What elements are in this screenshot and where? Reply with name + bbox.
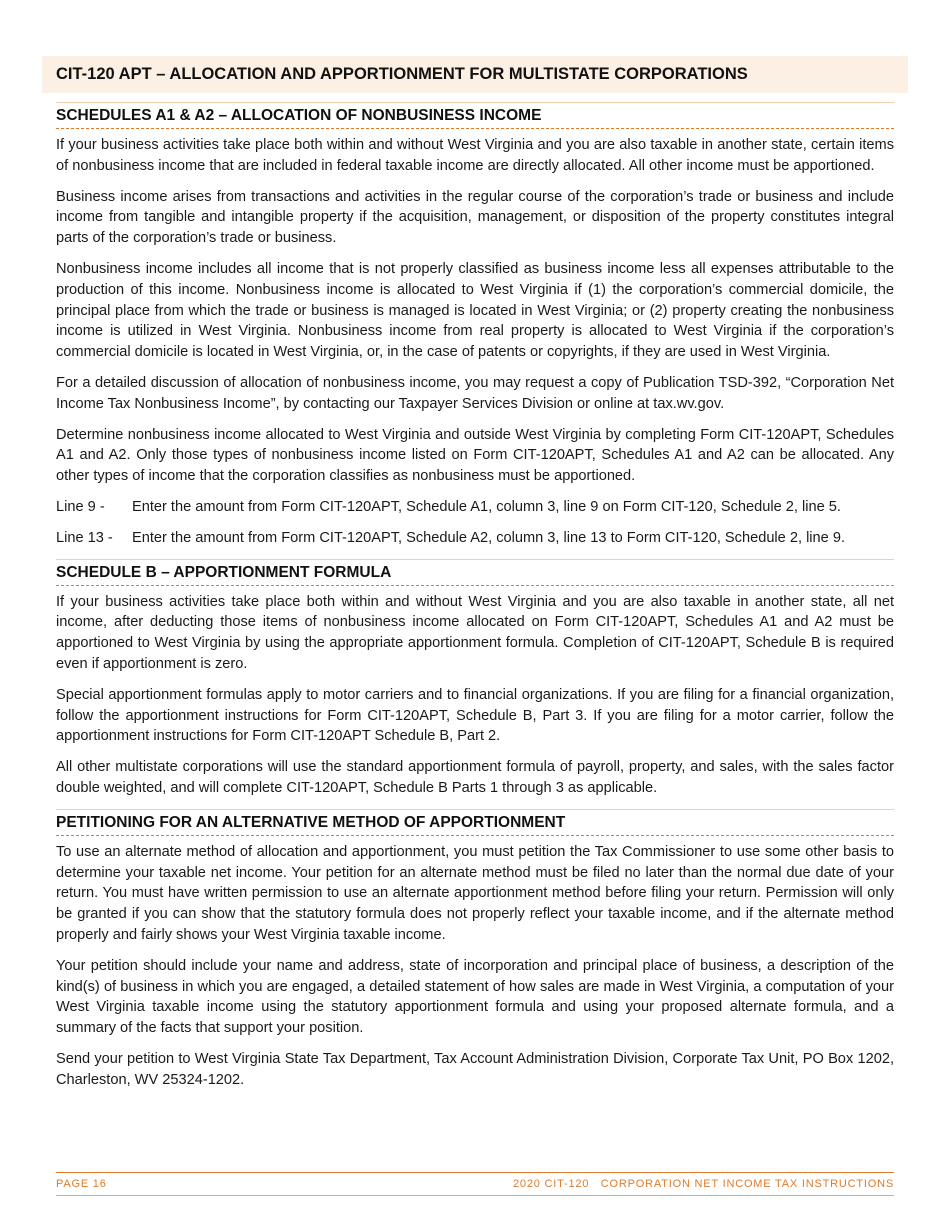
footer-page-number: PAGE 16 bbox=[56, 1178, 107, 1190]
paragraph: Special apportionment formulas apply to motor carriers and to financial organizations. If you are filing for a financial organization, follow the apportionment instructions for Form CIT-120APT, Schedule B, Part 3. If you are filing for a motor carrier, follow the apportionment instructions for Form CIT-120APT Schedule B, Part 2. bbox=[56, 686, 894, 745]
paragraph: Determine nonbusiness income allocated to West Virginia and outside West Virginia by completing Form CIT-120APT, Schedules A1 and A2. Only those types of nonbusiness income listed on Form CIT-120APT, Schedules A1 and A2 can be allocated. Any other types of income that the corporation classifies as nonbusiness must be apportioned. bbox=[56, 426, 894, 485]
footer-document-title: 2020 CIT-120 CORPORATION NET INCOME TAX INSTRUCTIONS bbox=[512, 1178, 894, 1190]
line-instruction-13 bbox=[56, 528, 894, 549]
line-text: Enter the amount from Form CIT-120APT, Schedule A2, column 3, line 13 to Form CIT-120, Schedule 2, line 9. bbox=[132, 529, 846, 546]
line-instruction-9 bbox=[56, 497, 894, 518]
paragraph: Send your petition to West Virginia State Tax Department, Tax Account Administration Division, Corporate Tax Unit, PO Box 1202, Charleston, WV 25324-1202. bbox=[56, 1050, 894, 1088]
paragraph: To use an alternate method of allocation and apportionment, you must petition the Tax Commissioner to use some other basis to determine your taxable net income. Your petition for an alternate method must be filed no later than the normal due date of your return. You must have written permission to use an alternate apportionment method before filing your return. Permission will only be granted if you can show that the statutory formula does not properly reflect your taxable income, and if the alternate method properly and fairly shows your West Virginia taxable income. bbox=[56, 843, 894, 943]
paragraph: Nonbusiness income includes all income that is not properly classified as business income less all expenses attributable to the production of this income. Nonbusiness income is allocated to West Virginia if (1) the corporation’s commercial domicile, the principal place from which the trade or business is managed is located in West Virginia; or (2) property creating the nonbusiness income is utilized in West Virginia. Nonbusiness income from real property is allocated to West Virginia if the corporation’s commercial domicile is located in West Virginia, or, in the case of patents or copyrights, if they are used in West Virginia. bbox=[56, 260, 894, 361]
paragraph: For a detailed discussion of allocation of nonbusiness income, you may request a copy of Publication TSD-392, “Corporation Net Income Tax Nonbusiness Income”, by contacting our Taxpayer Services Division or online at tax.wv.gov. bbox=[56, 374, 894, 412]
paragraph: If your business activities take place both within and without West Virginia and you are also taxable in another state, certain items of nonbusiness income that are included in federal taxable income are directly allocated. All other income must be apportioned. bbox=[56, 137, 894, 174]
paragraph: If your business activities take place both within and without West Virginia and you are also taxable in another state, all net income, after deducting those items of nonbusiness income allocated on Form CIT-120APT, Schedules A1 and A2 must be apportioned to West Virginia by using the appropriate apportionment formula. Completion of CIT-120APT, Schedule B is required even if apportionment is zero. bbox=[56, 593, 894, 672]
page-footer bbox=[56, 1172, 894, 1196]
paragraph: Business income arises from transactions and activities in the regular course of the corporation’s trade or business and include income from tangible and intangible property if the acquisition, management, or disposition of the property constitutes integral parts of the corporation’s trade or business. bbox=[56, 188, 894, 247]
line-label: Line 9 - bbox=[56, 498, 105, 515]
section-heading-apportionment: SCHEDULE B – APPORTIONMENT FORMULA bbox=[56, 559, 894, 586]
section-heading-petitioning: PETITIONING FOR AN ALTERNATIVE METHOD OF APPORTIONMENT bbox=[56, 809, 894, 836]
section-heading-allocation: SCHEDULES A1 & A2 – ALLOCATION OF NONBUSINESS INCOME bbox=[56, 102, 894, 129]
page-title: CIT-120 APT – ALLOCATION AND APPORTIONMENT FOR MULTISTATE CORPORATIONS bbox=[42, 56, 908, 93]
line-text: Enter the amount from Form CIT-120APT, Schedule A1, column 3, line 9 on Form CIT-120, Schedule 2, line 5. bbox=[132, 498, 841, 515]
content bbox=[56, 102, 894, 1100]
paragraph: All other multistate corporations will use the standard apportionment formula of payroll, property, and sales, with the sales factor double weighted, and will complete CIT-120APT, Schedule B Parts 1 through 3 as applicable. bbox=[56, 759, 894, 796]
paragraph: Your petition should include your name and address, state of incorporation and principal place of business, a description of the kind(s) of business in which you are engaged, a detailed statement of how sales are made in West Virginia, a computation of your West Virginia taxable income using the statutory apportionment formula and using your proposed alternate formula, and a summary of the facts that support your position. bbox=[56, 957, 894, 1037]
line-label: Line 13 - bbox=[56, 529, 113, 546]
